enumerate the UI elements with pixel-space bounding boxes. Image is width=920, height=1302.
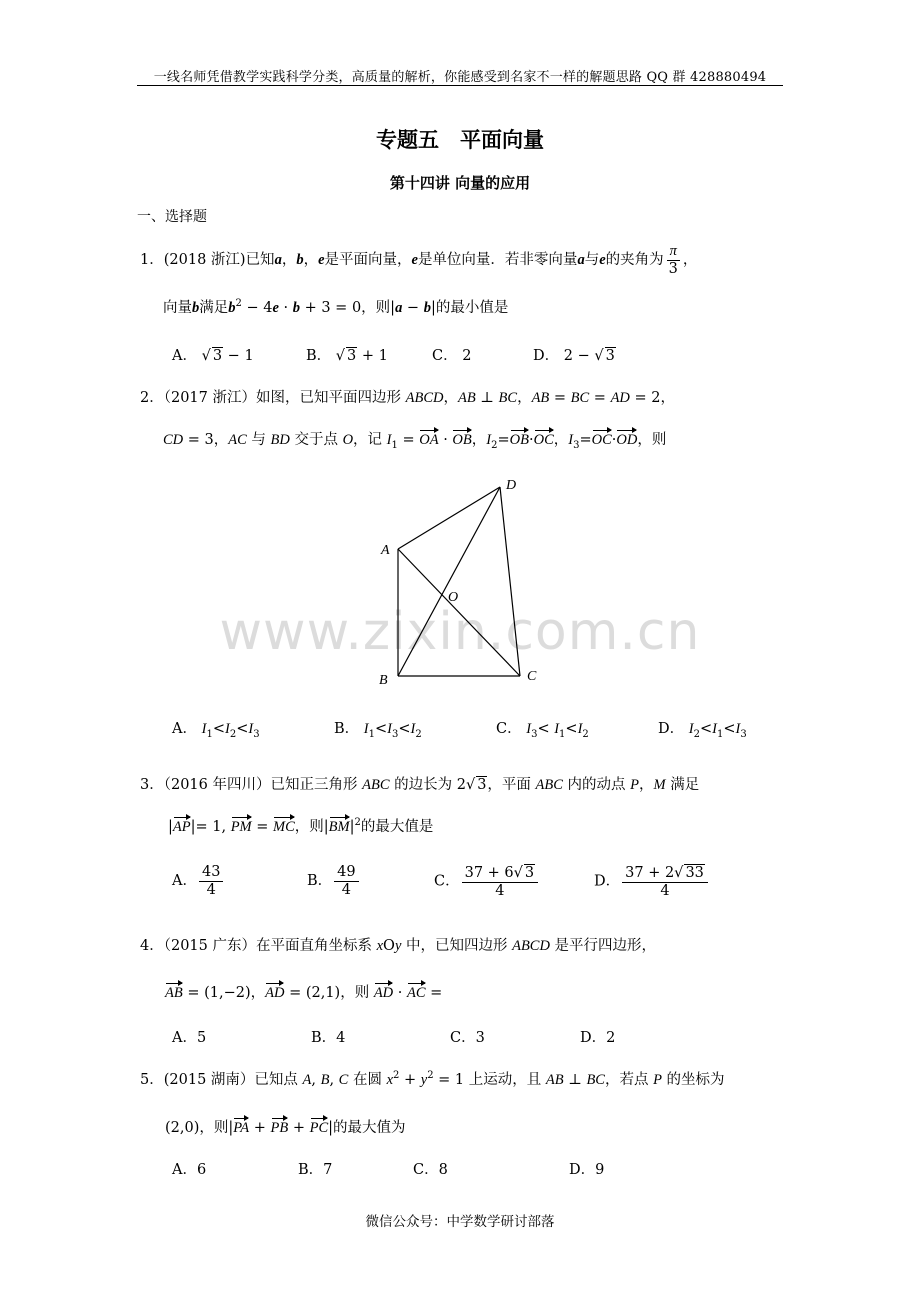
label-c: C <box>527 669 537 684</box>
question-3-line-1: 3．（2016 年四川）已知正三角形 ABC 的边长为 2√ 3，平面 ABC 内的动点 P，M 满足 <box>140 777 700 793</box>
question-2-option-b: B． $I_1<I_3<I_2$ <box>334 721 422 740</box>
label-b: B <box>379 673 388 688</box>
page-footer: 微信公众号：中学数学研讨部落 <box>365 1214 555 1230</box>
question-1-option-b: B． √ 3 + 1 <box>306 348 388 364</box>
question-2-option-a: A． $I_1<I_2<I_3$ <box>172 721 260 740</box>
label-o: O <box>448 590 459 605</box>
segment-ac <box>398 549 520 676</box>
question-4-option-c: C．3 <box>450 1030 485 1046</box>
label-d: D <box>506 478 517 493</box>
question-5-option-b: B．7 <box>298 1162 333 1178</box>
question-3-option-c: C． $\frac{37 + 6√ 3}{4}$ <box>434 864 540 899</box>
question-1-option-d: D． 2 − √ 3 <box>533 348 615 364</box>
question-1-option-c: C． 2 <box>432 348 472 364</box>
question-4-line-2: AB = (1,−2)，AD = (2,1)，则 AD · AC = <box>165 985 443 1001</box>
question-5-option-c: C．8 <box>413 1162 448 1178</box>
segment-dc <box>500 487 520 676</box>
question-5-line-1: 5．(2015 湖南）已知点 A, B, C 在圆 $x^2 + y^2 = 1$ 上运动，且 AB ⊥ BC，若点 P 的坐标为 <box>140 1070 725 1088</box>
question-4-option-a: A．5 <box>172 1030 207 1046</box>
question-3-option-d: D． $\frac{37 + 2√ 33}{4}$ <box>594 864 710 899</box>
page-header: 一线名师凭借教学实践科学分类，高质量的解析，你能感受到名家不一样的解题思路 QQ 群 428880494 <box>153 70 767 85</box>
watermark: www.zixin.com.cn <box>219 602 701 662</box>
question-5-option-a: A．6 <box>172 1162 207 1178</box>
label-a: A <box>381 543 390 558</box>
question-4-option-d: D．2 <box>580 1030 616 1046</box>
page-subtitle: 第十四讲 向量的应用 <box>389 174 531 192</box>
segment-ad <box>398 487 500 549</box>
question-2-option-d: D． $I_2<I_1<I_3$ <box>658 721 747 740</box>
question-3-option-b: B． $\frac{49}{4}$ <box>307 864 361 898</box>
quadrilateral-figure <box>370 470 550 695</box>
question-1-line-1: 1．(2018 浙江)已知a，b，e是平面向量，e是单位向量．若非零向量a与e的夹角为 $\frac{\pi}{3}$ ， <box>140 243 698 277</box>
question-2-option-c: C． $I_3< I_1<I_2$ <box>496 721 589 740</box>
header-rule <box>137 85 783 86</box>
question-1-option-a: A． √ 3 − 1 <box>172 348 254 364</box>
question-2-line-2: CD = 3，AC 与 BD 交于点 O，记 $I_1$ = OA · OB，$I_2=OB\cdot OC$，$I_3=OC\cdot OD$，则 <box>163 432 667 451</box>
segment-bd <box>398 487 500 676</box>
section-heading: 一、选择题 <box>137 209 207 225</box>
question-4-option-b: B．4 <box>311 1030 346 1046</box>
question-5-line-2: (2,0)，则|PA + PB + PC|的最大值为 <box>165 1120 406 1136</box>
question-3-line-2: |AP|= 1, PM = MC，则$|BM|^2$的最大值是 <box>168 817 434 835</box>
question-1-line-2: 向量b满足$b^2 - 4e \cdot b + 3 = 0$，则|a − b|的最小值是 <box>163 298 509 316</box>
question-5-option-d: D．9 <box>569 1162 605 1178</box>
question-3-option-a: A． $\frac{43}{4}$ <box>172 864 225 898</box>
question-4-line-1: 4．（2015 广东）在平面直角坐标系 xOy 中，已知四边形 ABCD 是平行四边形， <box>140 938 657 954</box>
question-2-line-1: 2．（2017 浙江）如图，已知平面四边形 ABCD，AB ⊥ BC，AB = BC = AD = 2， <box>140 390 676 406</box>
page-title: 专题五 平面向量 <box>376 128 544 152</box>
